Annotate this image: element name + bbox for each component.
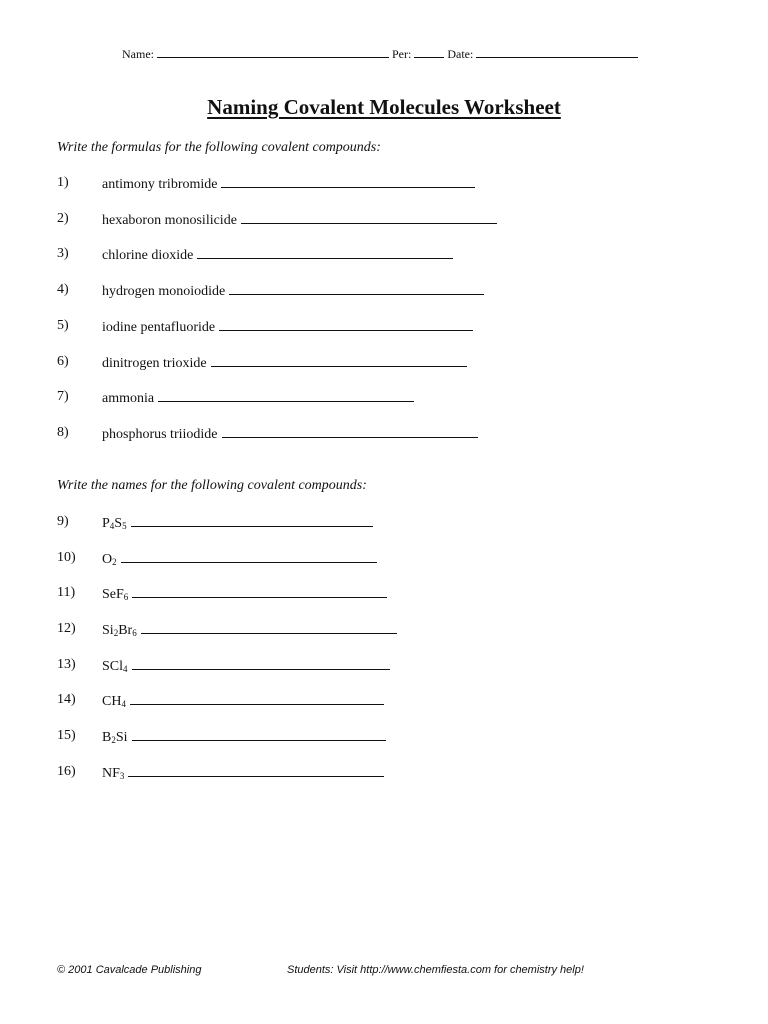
element-symbol: P	[102, 516, 110, 531]
question-body	[102, 690, 384, 712]
chemical-formula	[102, 552, 117, 567]
question-number: 8)	[57, 425, 69, 440]
question-body	[102, 316, 473, 338]
answer-blank[interactable]	[128, 762, 384, 777]
chemical-formula	[102, 730, 128, 745]
answer-blank[interactable]	[132, 655, 390, 670]
question-body	[102, 244, 453, 266]
answer-blank[interactable]	[132, 583, 387, 598]
answer-blank[interactable]	[241, 209, 497, 224]
question-number: 4)	[57, 282, 69, 297]
question-number: 1)	[57, 175, 69, 190]
subscript: 4	[121, 699, 126, 709]
answer-blank[interactable]	[211, 352, 467, 367]
answer-blank[interactable]	[219, 316, 473, 331]
question-number: 11)	[57, 585, 76, 600]
element-symbol: SeF	[102, 587, 124, 602]
date-label: Date:	[447, 47, 474, 61]
question-body	[102, 655, 390, 677]
question-number: 7)	[57, 389, 69, 404]
section2-instruction: Write the names for the following covalent compounds:	[57, 478, 367, 493]
element-symbol: O	[102, 552, 113, 567]
question-body	[102, 619, 397, 641]
students-help-text: Students: Visit http://www.chemfiesta.com for chemistry help!	[287, 964, 584, 976]
subscript: 6	[132, 628, 137, 638]
element-symbol: Si	[102, 623, 114, 638]
answer-blank[interactable]	[158, 387, 414, 402]
question-number: 10)	[57, 550, 76, 565]
name-label: Name:	[122, 47, 154, 61]
answer-blank[interactable]	[229, 280, 484, 295]
chemical-formula	[102, 623, 137, 638]
question-number: 16)	[57, 764, 76, 779]
per-label: Per:	[392, 47, 412, 61]
question-number: 9)	[57, 514, 69, 529]
compound-name: antimony tribromide	[102, 177, 218, 192]
compound-name: ammonia	[102, 391, 155, 406]
compound-name: hydrogen monoiodide	[102, 284, 226, 299]
compound-name: phosphorus triiodide	[102, 427, 218, 442]
question-number: 5)	[57, 318, 69, 333]
element-symbol: B	[102, 730, 112, 745]
element-symbol: Si	[115, 730, 128, 745]
date-blank[interactable]	[476, 46, 638, 58]
element-symbol: NF	[102, 766, 120, 781]
question-body	[102, 762, 384, 784]
answer-blank[interactable]	[197, 244, 453, 259]
question-number: 6)	[57, 354, 69, 369]
question-body	[102, 512, 373, 534]
chemical-formula	[102, 659, 128, 674]
question-number: 15)	[57, 728, 76, 743]
per-blank[interactable]	[414, 46, 444, 58]
subscript: 2	[112, 557, 117, 567]
element-symbol: CH	[102, 694, 122, 709]
question-body	[102, 280, 484, 302]
answer-blank[interactable]	[131, 512, 373, 527]
worksheet-title	[0, 94, 768, 120]
chemical-formula	[102, 766, 124, 781]
chemical-formula	[102, 587, 128, 602]
copyright-text: © 2001 Cavalcade Publishing	[57, 964, 202, 976]
subscript: 4	[123, 664, 128, 674]
element-symbol: Br	[118, 623, 133, 638]
question-body	[102, 387, 414, 409]
section1-instruction: Write the formulas for the following covalent compounds:	[57, 140, 381, 155]
subscript: 2	[111, 735, 116, 745]
compound-name: dinitrogen trioxide	[102, 356, 207, 371]
question-body	[102, 209, 497, 231]
question-body	[102, 423, 478, 445]
answer-blank[interactable]	[132, 726, 386, 741]
compound-name: chlorine dioxide	[102, 248, 194, 263]
question-number: 2)	[57, 211, 69, 226]
subscript: 3	[119, 771, 125, 781]
subscript: 4	[109, 521, 115, 531]
student-info-line	[122, 46, 652, 62]
subscript: 5	[122, 521, 127, 531]
subscript: 2	[113, 628, 119, 638]
element-symbol: SCl	[102, 659, 124, 674]
answer-blank[interactable]	[130, 690, 384, 705]
chemical-formula	[102, 694, 126, 709]
question-number: 3)	[57, 246, 69, 261]
compound-name: hexaboron monosilicide	[102, 213, 237, 228]
question-body	[102, 583, 387, 605]
question-number: 14)	[57, 692, 76, 707]
element-symbol: S	[114, 516, 123, 531]
question-number: 13)	[57, 657, 76, 672]
question-body	[102, 726, 386, 748]
question-body	[102, 352, 467, 374]
compound-name: iodine pentafluoride	[102, 320, 216, 335]
name-blank[interactable]	[157, 46, 389, 58]
answer-blank[interactable]	[222, 423, 478, 438]
subscript: 6	[123, 592, 129, 602]
title-text: Naming Covalent Molecules Worksheet	[207, 95, 561, 119]
question-number: 12)	[57, 621, 76, 636]
answer-blank[interactable]	[221, 173, 475, 188]
question-body	[102, 548, 377, 570]
chemical-formula	[102, 516, 127, 531]
answer-blank[interactable]	[141, 619, 397, 634]
answer-blank[interactable]	[121, 548, 377, 563]
question-body	[102, 173, 475, 195]
